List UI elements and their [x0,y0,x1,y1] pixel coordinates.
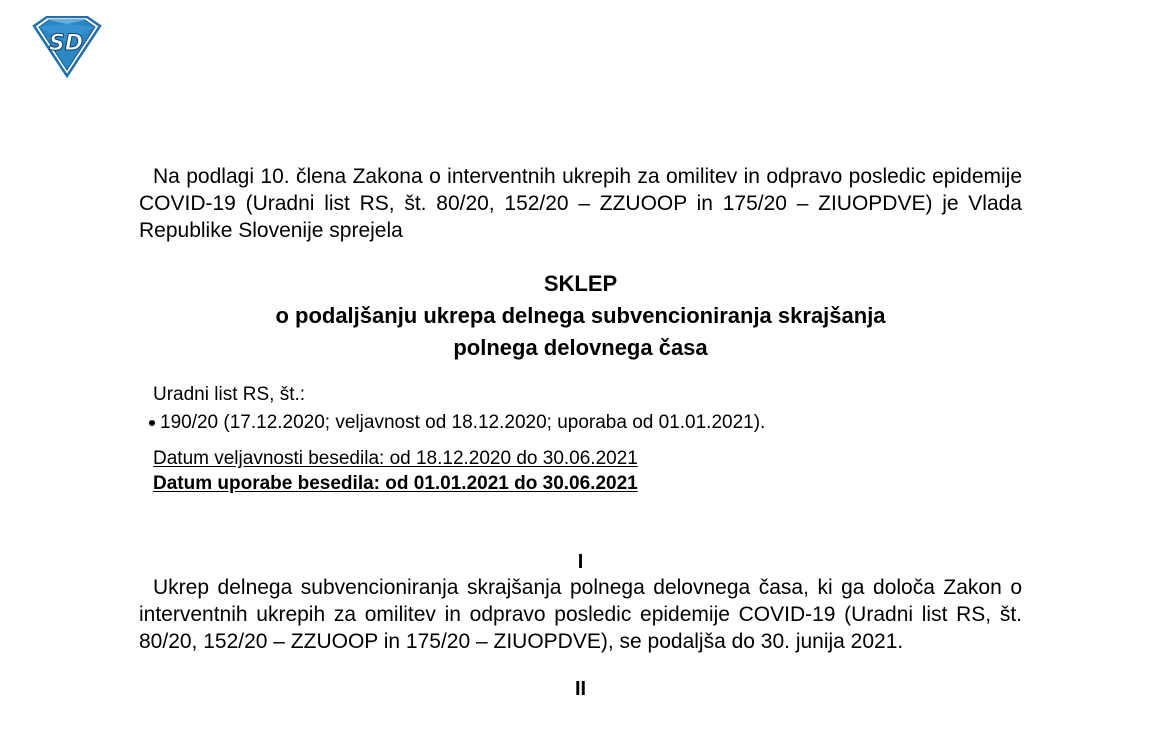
document-title [139,268,1022,364]
article-text-1: Ukrep delnega subvencioniranja skrajšanja polnega delovnega časa, ki ga določa Zakon o interventnih ukrepih za omilitev in odpravo posledic epidemije COVID-19 (Uradni list RS, št. 80/20, 152/20 – ZZUOOP in 175/20 – ZIUOPDVE), se podaljša do 30. junija 2021. [139,576,1022,653]
intro-paragraph: Na podlagi 10. člena Zakona o interventnih ukrepih za omilitev in odpravo posledic epidemije COVID-19 (Uradni list RS, št. 80/20, 152/20 – ZZUOOP in 175/20 – ZIUOPDVE) je Vlada Republike Slovenije sprejela [139,165,1022,242]
article-number-1: I [577,551,584,573]
gazette-list-item [149,409,1022,437]
gazette-label: Uradni list RS, št.: [153,384,306,405]
document-body [139,163,1022,701]
title-line-1: SKLEP [543,271,618,296]
gazette-item-text: 190/20 (17.12.2020; veljavnost od 18.12.2020; uporaba od 01.01.2021). [160,412,766,433]
svg-text:SD: SD [48,31,84,56]
title-line-2: o podaljšanju ukrepa delnega subvencioniranja skrajšanja [275,303,886,328]
title-line-3: polnega delovnega časa [453,335,708,360]
validity-dates [153,446,1022,496]
application-date-text: Datum uporabe besedila: od 01.01.2021 do 30.06.2021 [153,473,638,494]
bullet-icon [149,420,155,426]
article-number-2: II [574,678,587,700]
gazette-references [153,381,1022,437]
logo-icon [30,16,104,78]
validity-date-text: Datum veljavnosti besedila: od 18.12.2020 do 30.06.2021 [153,448,638,469]
